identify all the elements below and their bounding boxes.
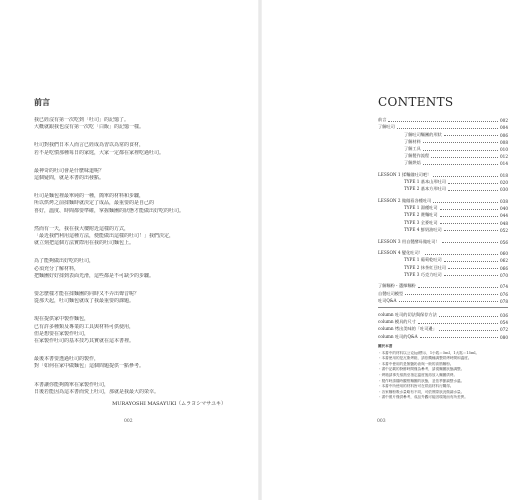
notes-heading: 關於本書 (378, 344, 393, 348)
toc-entry-label: TYPE 1 葡萄乾吐司 (404, 257, 442, 263)
toc-entry-label: 了解吐司麵團的形狀 (404, 131, 442, 137)
toc-entry-label: LESSON 2 做做看各種吐司 (378, 198, 432, 204)
toc-entry-page: 020 (500, 180, 508, 186)
toc-entry-page: 060 (500, 251, 508, 257)
toc-entry (378, 123, 508, 130)
toc-entry (378, 218, 508, 225)
preface-line: 現在提供家中製作麵包， (34, 316, 90, 323)
toc-leader-dots (397, 128, 498, 129)
toc-entry-label: LESSON 3 用自製酵母做吐司！ (378, 238, 440, 244)
toc-leader-dots (440, 216, 498, 217)
toc-leader-dots (425, 254, 498, 255)
toc-entry-page: 036 (500, 313, 508, 318)
toc-entry (378, 332, 508, 339)
preface-line: 已有許多種類及專業的工具與材料可供使用， (34, 323, 135, 330)
toc-entry-page: 078 (500, 298, 508, 304)
toc-leader-dots (423, 142, 498, 143)
note-line: ・本書中使用的是無鹽奶油與一般的高筋麵粉。 (378, 361, 454, 366)
preface-line: 喜好，溫度、時間都要準確，掌握麵團的狀態才能做出好吃的吐司。 (34, 207, 185, 214)
toc-entry (378, 197, 508, 204)
toc-entry (378, 271, 508, 278)
toc-leader-dots (399, 301, 498, 302)
preface-line: 然而有一天，我在我大樓附近這樣的方式， (34, 225, 130, 232)
toc-entry-page: 080 (500, 334, 508, 340)
toc-entry-label: column 吐司的切法與保存方法 (378, 312, 437, 317)
preface-paragraph (34, 258, 244, 280)
preface-line: 要怎麼樣才能在揉麵團的同時又不弄出聲音呢？ (34, 291, 140, 297)
toc-entry-label: 了解材料 (404, 138, 421, 144)
preface-paragraph (34, 142, 244, 156)
toc-leader-dots (448, 190, 498, 191)
preface-line: 大概就跟我也沒有第一次吃「白飯」的記憶一樣。 (34, 124, 145, 131)
toc-entry-label: 吐司Q&A (378, 297, 397, 303)
toc-entry-page: 062 (500, 258, 508, 264)
toc-entry (378, 256, 508, 263)
toc-leader-dots (439, 330, 498, 331)
toc-entry (378, 130, 508, 137)
toc-entry-label: LESSON 4 變化吐司！ (378, 250, 423, 256)
toc-entry-page: 066 (500, 265, 508, 271)
toc-entry-page: 074 (500, 284, 508, 290)
toc-entry-page: 018 (500, 173, 508, 178)
toc-leader-dots (448, 183, 498, 184)
preface-line: 日後若能因為這本書而愛上吐司，那就是我最大的榮幸。 (34, 388, 160, 395)
toc-leader-dots (431, 157, 498, 158)
toc-entry-label: TYPE 2 燙麵吐司 (404, 212, 438, 218)
toc-entry (378, 325, 508, 332)
toc-divider (378, 307, 508, 308)
preface-paragraph (34, 117, 244, 131)
toc-entry (378, 171, 508, 178)
preface-paragraph (34, 382, 244, 396)
toc-entry (378, 249, 508, 256)
preface-line: 把麵團好好揉到表面光滑，這些都是不可缺少的步驟。 (34, 272, 155, 279)
toc-entry-label: TYPE 1 湯種吐司 (404, 205, 438, 211)
toc-leader-dots (444, 261, 498, 262)
toc-entry-label: LESSON 1 揉麵做吐司吧！ (378, 172, 432, 177)
note-line: ・烤箱請事先預熱至指定溫度後再放入麵團烘烤。 (378, 372, 458, 377)
toc-entry (378, 138, 508, 145)
toc-entry-label: 了解工具 (404, 145, 421, 151)
toc-entry-label: column 烤出美味的「吐司邊」 (378, 326, 437, 332)
toc-entry (378, 152, 508, 159)
toc-entry (378, 226, 508, 233)
toc-leader-dots (440, 209, 498, 210)
preface-line: 對「如何在家中做麵包」這個問題提供一點參考。 (34, 363, 145, 370)
toc-entry-page: 012 (500, 154, 508, 160)
toc-entry-page: 044 (500, 213, 508, 219)
toc-entry-page: 006 (500, 132, 508, 138)
right-page-contents (260, 0, 520, 500)
toc-entry-page: 038 (500, 199, 508, 205)
toc-entry (378, 211, 508, 218)
page-number-right: 003 (377, 419, 386, 424)
preface-paragraph (34, 168, 244, 182)
toc-entry (378, 282, 508, 289)
preface-line: 在家製作吐司的基本技巧其實就在這本書裡。 (34, 338, 135, 344)
toc-entry (378, 318, 508, 325)
toc-entry (378, 237, 508, 244)
toc-entry-label: 了解烘焙 (404, 160, 421, 166)
toc-entry-page: 010 (500, 146, 508, 152)
toc-leader-dots (433, 176, 498, 177)
toc-entry-label: TYPE 2 抹茶紅豆吐司 (404, 264, 446, 270)
toc-leader-dots (420, 337, 498, 338)
preface-line: 從那天起，吐司麵包就成了我最重要的課題。 (34, 298, 135, 305)
toc-leader-dots (444, 230, 498, 231)
toc-entry-page: 040 (500, 206, 508, 212)
toc-entry (378, 159, 508, 166)
preface-line: 最後本書要透過吐司的製作， (34, 356, 100, 363)
preface-paragraph (34, 193, 244, 215)
preface-line: 為了能夠做出好吃的吐司， (34, 258, 95, 265)
toc-entry-page: 052 (500, 227, 508, 233)
toc-leader-dots (444, 275, 498, 276)
toc-entry-page: 054 (500, 320, 508, 326)
toc-entry-label: 前言 (378, 117, 387, 123)
preface-line: 本書讓你能夠簡單在家製作吐司， (34, 381, 110, 388)
note-line: ・本書中所使用的材料皆可在烘焙材料行購得。 (378, 384, 454, 389)
preface-line: 必須充分了解材料， (34, 265, 80, 272)
toc-leader-dots (388, 121, 498, 122)
toc-entry-label: 自製吐司模型 (378, 290, 404, 296)
preface-line: 吐司對我們日本人而言已經成為習以為常的食材， (34, 142, 145, 149)
notes-box (378, 344, 508, 401)
note-line: ・書中記載的發酵時間僅為參考，請視麵團狀態調整。 (378, 367, 465, 372)
toc-entry (378, 185, 508, 192)
toc-entry-page: 048 (500, 220, 508, 226)
notes-list (378, 351, 508, 401)
toc-entry-label: 了解麵粉・選擇麵粉 (378, 283, 416, 289)
preface-paragraph (34, 226, 244, 248)
note-line: ・本書中的材料以公克(g)標示，1小匙＝5ml，1大匙＝15ml。 (378, 350, 480, 355)
preface-line: 若不是吃慣那種每日的家庭，大家一定都在家裡吃過吐司。 (34, 149, 165, 156)
toc-entry-page: 008 (500, 139, 508, 145)
preface-paragraph (34, 356, 244, 370)
toc-entry-page: 056 (500, 239, 508, 245)
toc-leader-dots (423, 150, 498, 151)
note-line: ・製作時請隨時觀察麵團的狀態，並依季節調整水溫。 (378, 378, 465, 383)
preface-line: 我已經沒有第一次吃到「吐司」的記憶了。 (34, 117, 130, 123)
toc-leader-dots (442, 242, 498, 243)
toc-entry-page: 004 (500, 125, 508, 131)
toc-entry-label: 了解吐司 (378, 124, 395, 130)
preface-line: 「最近我們利用這種方法，便能做出這樣的吐司！」我們決定， (34, 233, 175, 239)
toc-leader-dots (433, 202, 498, 203)
table-of-contents (378, 116, 508, 340)
author-signature: MURAYOSHI MASAYUKI（ムラヨシマサユキ） (112, 401, 226, 407)
toc-entry-label: column 模具的尺寸 (378, 319, 416, 325)
preface-line: 吐司是麵包裡最單純的一種，簡單的材料和步驟， (34, 193, 145, 200)
toc-entry-page: 072 (500, 327, 508, 333)
contents-title: CONTENTS (378, 95, 454, 109)
toc-leader-dots (405, 294, 498, 295)
toc-entry-label: TYPE 2 基本方形吐司 (404, 186, 446, 192)
preface-line: 所以烘烤之前揉麵時就決定了成品，最重要的是自己的 (34, 200, 155, 207)
preface-paragraph (34, 316, 244, 345)
toc-entry-page: 076 (500, 291, 508, 297)
note-line: ・各家麵粉吸水量略有不同，可依實際狀況微調水量。 (378, 389, 465, 394)
preface-line: 最神奇的吐司會是什麼味道呢？ (34, 167, 105, 174)
toc-entry (378, 263, 508, 270)
toc-entry (378, 204, 508, 211)
page-number-left: 002 (124, 419, 133, 424)
toc-leader-dots (444, 135, 498, 136)
toc-entry-label: TYPE 3 全麥吐司 (404, 219, 438, 225)
preface-line: 但是想要在家製作吐司， (34, 330, 90, 337)
toc-entry (378, 289, 508, 296)
toc-entry (378, 297, 508, 304)
preface-line: 這個疑問，就是本書的出發點。 (34, 175, 105, 181)
toc-entry (378, 178, 508, 185)
toc-entry-label: 了解製作流程 (404, 153, 430, 159)
toc-entry (378, 116, 508, 123)
preface-title: 前言 (34, 97, 50, 107)
toc-entry (378, 311, 508, 318)
note-line: ・本書使用的是瓦斯烤箱，請依機種調整烘烤時間和溫度。 (378, 356, 472, 361)
toc-leader-dots (418, 287, 498, 288)
toc-entry (378, 145, 508, 152)
toc-leader-dots (418, 323, 498, 324)
toc-entry-label: TYPE 4 鮮奶油吐司 (404, 226, 442, 232)
preface-line: 就立刻把這個方法實際用在我的吐司麵包上。 (34, 240, 135, 247)
toc-entry-page: 070 (500, 272, 508, 278)
toc-entry-label: TYPE 3 巧克力吐司 (404, 271, 442, 277)
toc-entry-label: column 吐司的Q&A (378, 333, 418, 339)
toc-entry-label: TYPE 1 基本山形吐司 (404, 179, 446, 185)
toc-leader-dots (423, 164, 498, 165)
toc-leader-dots (439, 316, 498, 317)
toc-leader-dots (440, 223, 498, 224)
toc-entry-page: 030 (500, 187, 508, 193)
note-line: ・書中照片僅供參考，成品外觀可能因環境而有所差異。 (378, 395, 468, 400)
toc-leader-dots (448, 268, 498, 269)
preface-paragraph (34, 291, 244, 305)
toc-entry-page: 002 (500, 118, 508, 124)
toc-entry-page: 014 (500, 161, 508, 167)
